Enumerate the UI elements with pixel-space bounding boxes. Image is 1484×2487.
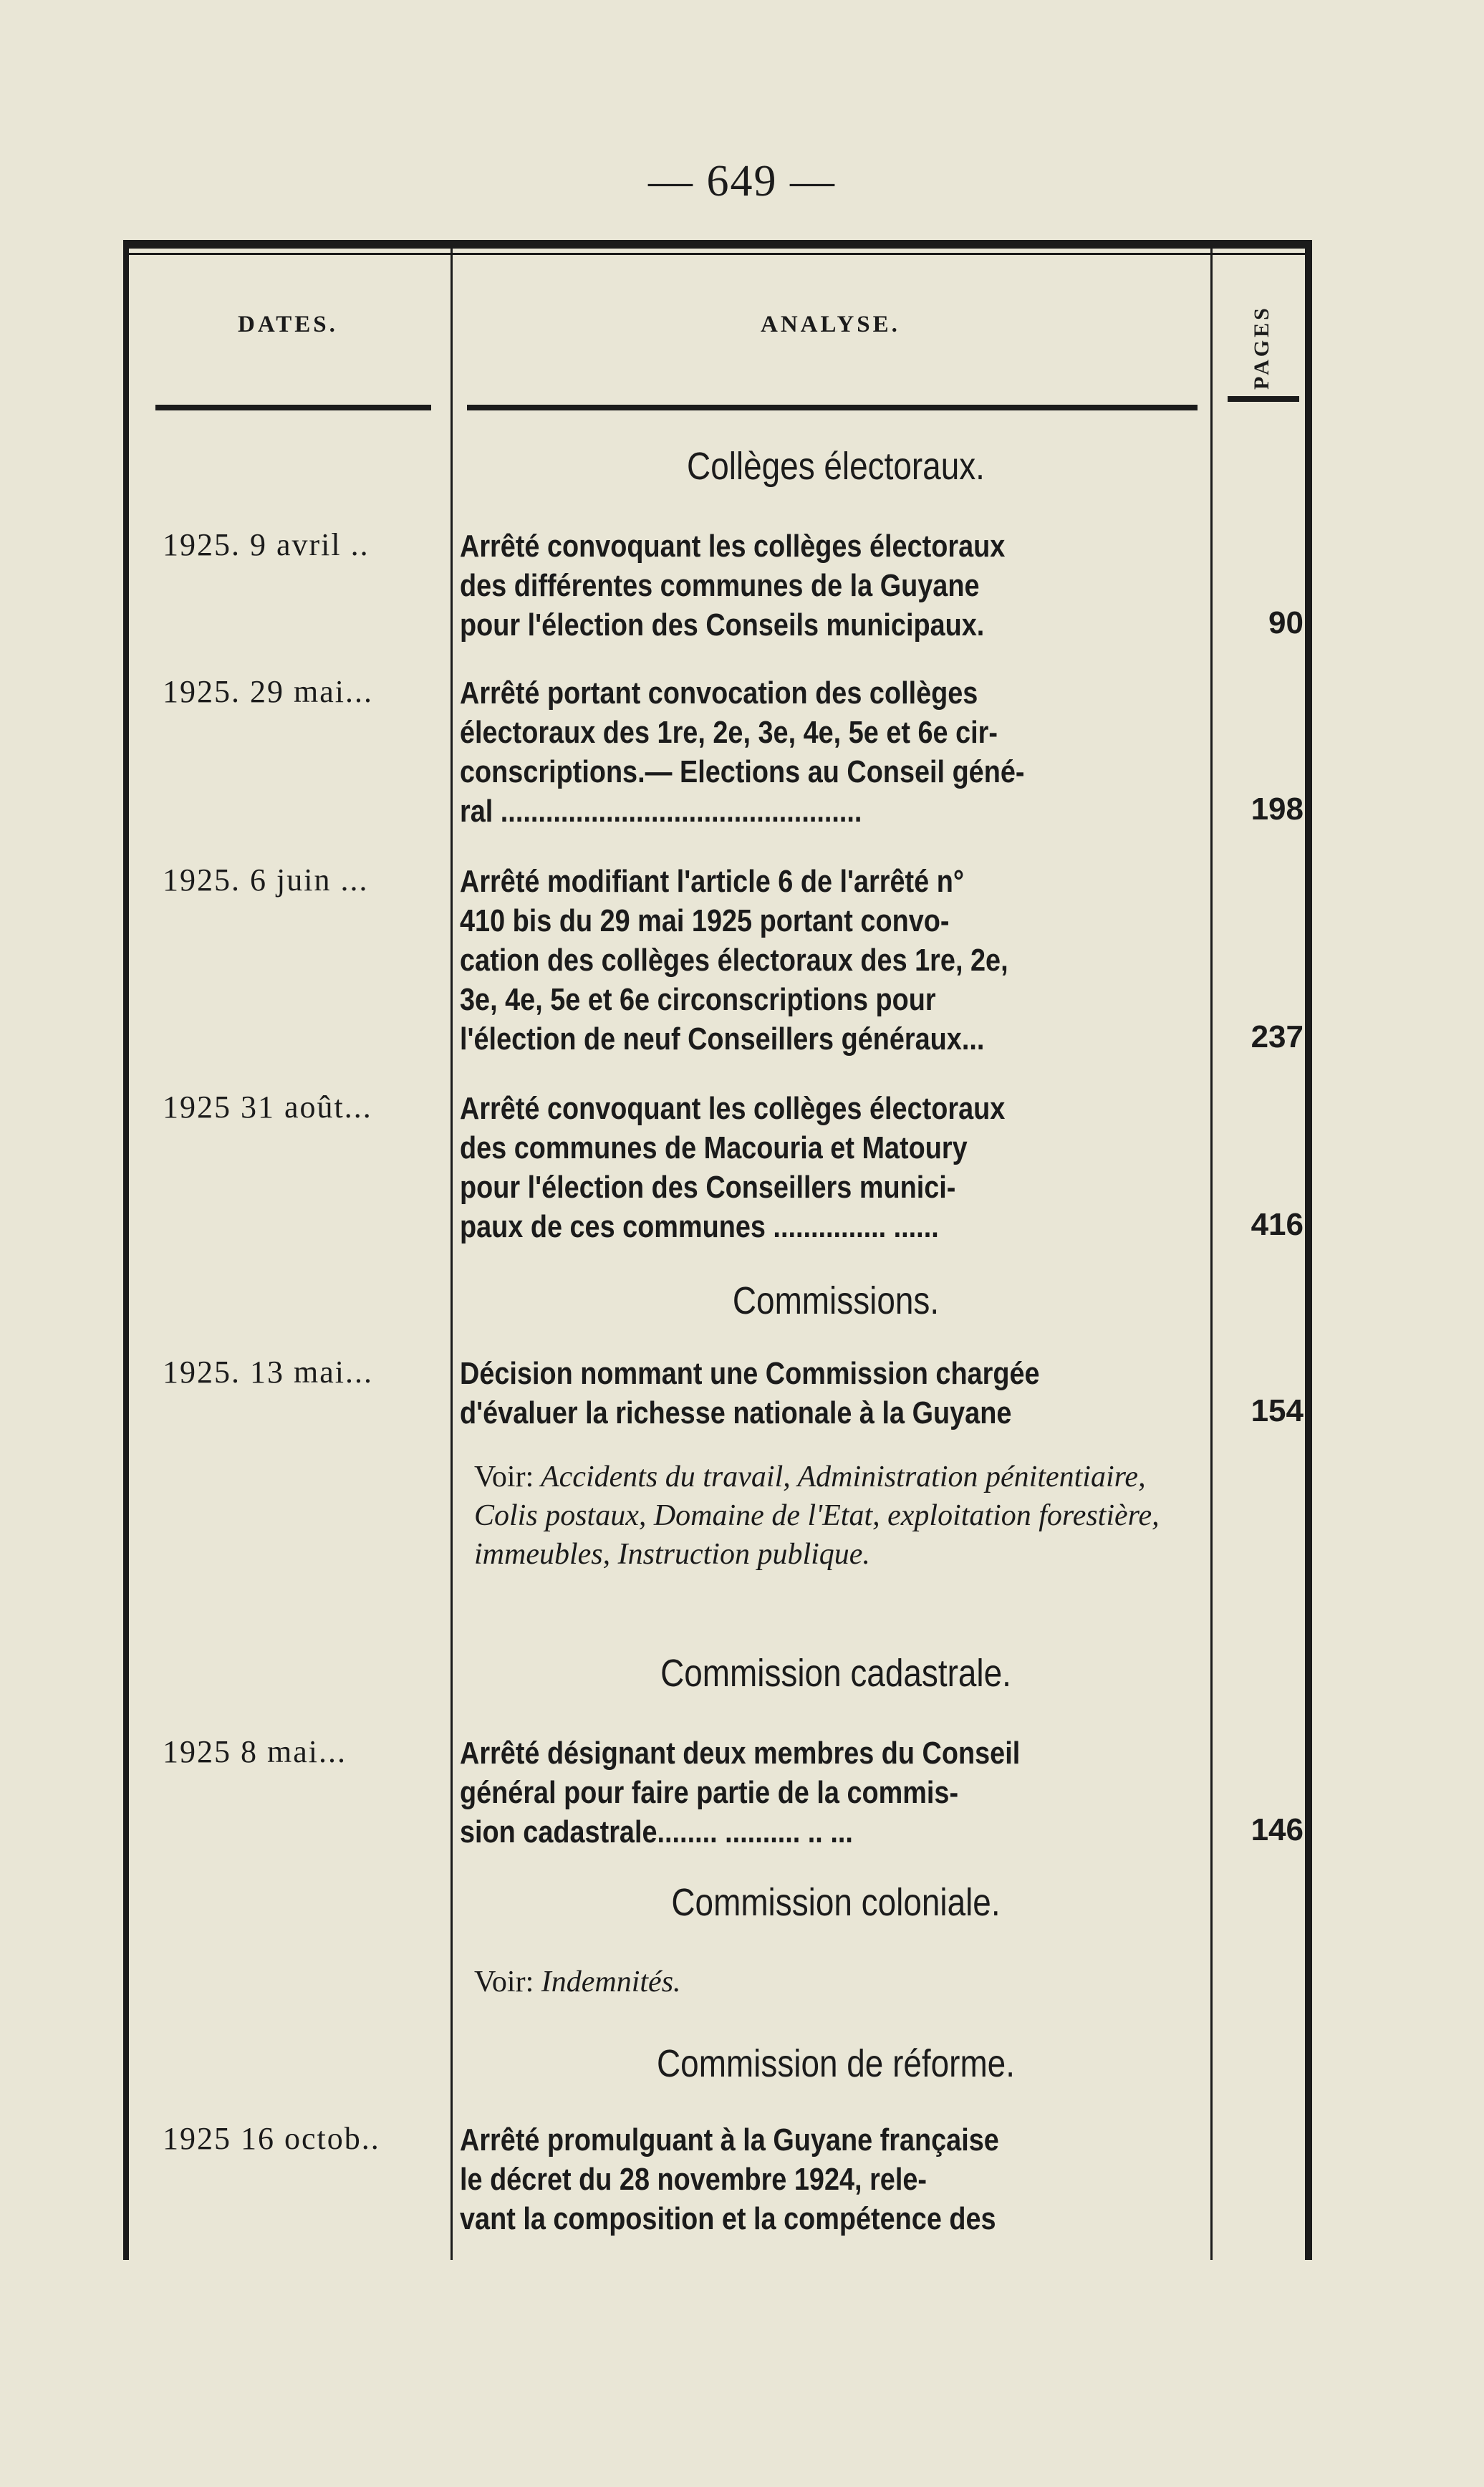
entry-text: [460, 526, 1205, 645]
entry-line: le décret du 28 novembre 1924, rele-: [460, 2162, 928, 2197]
header-underline: [1228, 396, 1299, 402]
section-title: Collèges électoraux.: [687, 445, 985, 488]
entry-line: Arrêté convoquant les collèges électoraux: [460, 1091, 1006, 1126]
entry-line: Arrêté convoquant les collèges électoraux: [460, 529, 1006, 564]
entry-page: 146: [1251, 1812, 1304, 1847]
see-also: [474, 1963, 1205, 2001]
entry-line: des différentes communes de la Guyane: [460, 568, 980, 603]
column-header-analyse: ANALYSE.: [761, 312, 900, 337]
section-title: Commissions.: [732, 1279, 940, 1322]
column-divider-dates: [450, 249, 453, 2260]
entry-date: 1925. 9 avril ..: [163, 527, 370, 562]
see-also-label: Voir:: [474, 1966, 534, 1998]
column-header-pages: PAGES: [1250, 305, 1273, 390]
see-also: [474, 1458, 1205, 1574]
entry-date: 1925. 13 mai...: [163, 1355, 373, 1390]
entry-date: 1925 8 mai...: [163, 1734, 347, 1769]
entry-text: [460, 1733, 1205, 1852]
page-number: — 649 —: [648, 157, 836, 206]
index-table: [123, 240, 1312, 2260]
entry-text: [460, 862, 1205, 1059]
see-also-text: Accidents du travail, Administration pénitentiaire, Colis postaux, Domaine de l'Etat, exploitation forestière, immeubles, Instruction publique.: [474, 1461, 1160, 1571]
entry-line: pour l'élection des Conseillers munici-: [460, 1170, 956, 1205]
entry-text: [460, 2120, 1205, 2238]
entry-line: 3e, 4e, 5e et 6e circonscriptions pour: [460, 982, 936, 1017]
right-border: [1305, 249, 1312, 2260]
entry-page: 416: [1251, 1207, 1304, 1242]
entry-line: ral ................................................: [460, 794, 862, 829]
entry-line: cation des collèges électoraux des 1re, 2e,: [460, 943, 1008, 978]
entry-text: [460, 673, 1205, 831]
entry-page: 154: [1251, 1393, 1304, 1428]
section-title: Commission coloniale.: [671, 1881, 1001, 1924]
entry-text: [460, 1089, 1205, 1246]
entry-line: des communes de Macouria et Matoury: [460, 1130, 968, 1165]
header-underline: [155, 405, 431, 410]
entry-line: 410 bis du 29 mai 1925 portant convo-: [460, 903, 950, 938]
entry-page: 198: [1251, 792, 1304, 827]
entry-line: pour l'élection des Conseils municipaux.: [460, 607, 985, 643]
entry-line: paux de ces communes ............... ......: [460, 1209, 939, 1244]
entry-page: 237: [1251, 1019, 1304, 1054]
entry-line: Décision nommant une Commission chargée: [460, 1356, 1040, 1391]
entry-line: électoraux des 1re, 2e, 3e, 4e, 5e et 6e cir-: [460, 715, 998, 750]
see-also-label: Voir:: [474, 1461, 534, 1493]
entry-page: 90: [1268, 605, 1304, 640]
entry-line: d'évaluer la richesse nationale à la Guyane: [460, 1395, 1012, 1430]
entry-line: Arrêté portant convocation des collèges: [460, 675, 978, 711]
entry-text: [460, 1354, 1205, 1433]
top-rule-thin: [123, 253, 1312, 255]
left-border: [123, 249, 129, 2260]
top-rule: [123, 240, 1312, 249]
entry-line: Arrêté promulguant à la Guyane française: [460, 2122, 999, 2158]
entry-line: sion cadastrale........ .......... .. ...: [460, 1814, 853, 1849]
entry-line: Arrêté désignant deux membres du Conseil: [460, 1736, 1021, 1771]
entry-date: 1925. 29 mai...: [163, 674, 373, 709]
column-divider-pages: [1210, 249, 1213, 2260]
entry-line: conscriptions.— Elections au Conseil géné-: [460, 754, 1025, 789]
entry-line: général pour faire partie de la commis-: [460, 1775, 959, 1810]
entry-date: 1925 31 août...: [163, 1089, 372, 1125]
entry-line: Arrêté modifiant l'article 6 de l'arrêté n°: [460, 864, 964, 899]
see-also-text: Indemnités.: [541, 1966, 681, 1998]
column-header-dates: DATES.: [238, 312, 338, 337]
entry-date: 1925 16 octob..: [163, 2121, 380, 2156]
header-underline: [467, 405, 1198, 410]
entry-date: 1925. 6 juin ...: [163, 862, 369, 898]
section-title: Commission cadastrale.: [660, 1652, 1011, 1695]
entry-line: vant la composition et la compétence des: [460, 2201, 996, 2236]
section-title: Commission de réforme.: [657, 2042, 1015, 2085]
entry-line: l'élection de neuf Conseillers généraux...: [460, 1021, 985, 1057]
